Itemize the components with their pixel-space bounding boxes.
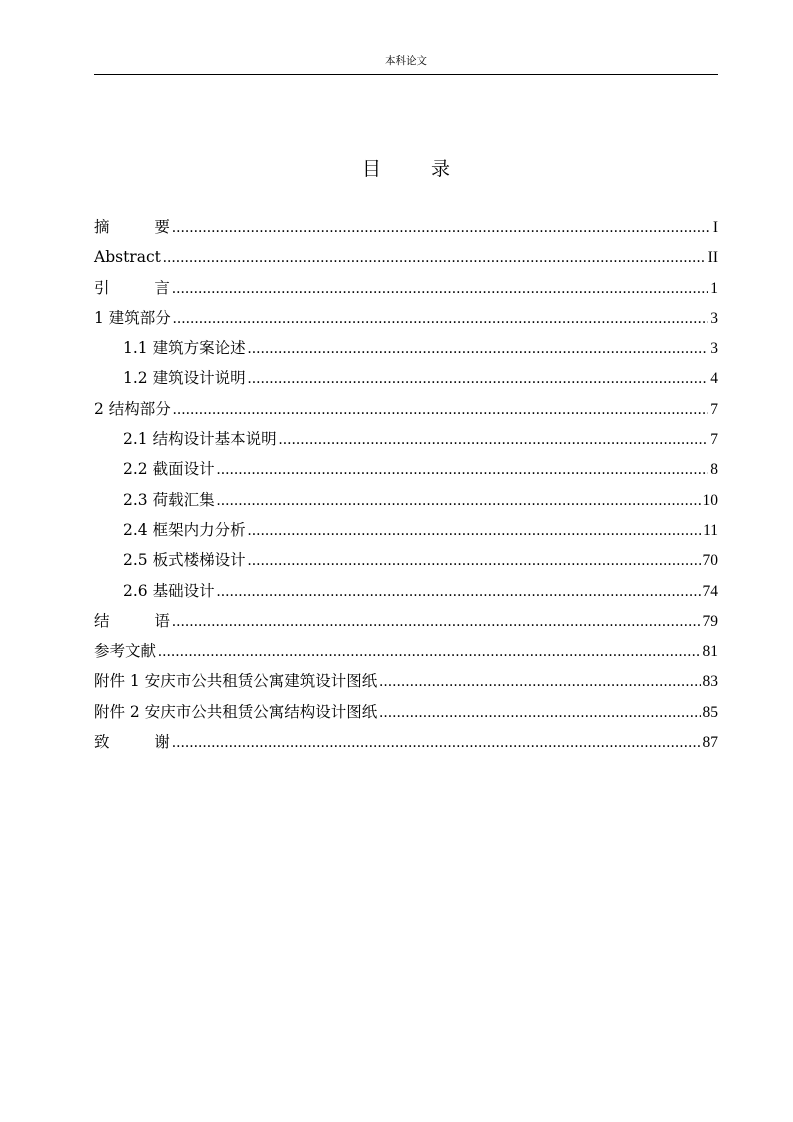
toc-entry[interactable] [94,666,718,696]
toc-leader-dots [172,607,701,637]
toc-entry-page-number: 79 [702,612,718,630]
toc-leader-dots [217,577,701,607]
toc-entry-page-number: 3 [710,309,718,327]
toc-leader-dots [173,304,708,334]
toc-title: 目 录 [361,158,451,180]
toc-entry-label: 1.1 建筑方案论述 [123,339,246,358]
toc-entry-label: 引 言 [94,278,170,297]
toc-entry-label: 2.2 截面设计 [123,460,215,479]
toc-entry-page-number: 1 [710,279,718,297]
toc-entry-page-number: I [712,219,718,236]
toc-leader-dots [158,637,700,667]
toc-entry[interactable] [94,485,718,515]
toc-entry[interactable] [94,333,718,363]
toc-entry[interactable] [94,454,718,484]
toc-entry[interactable] [94,606,718,636]
toc-leader-dots [279,425,709,455]
toc-entry-page-number: 3 [710,340,718,358]
toc-leader-dots [173,395,708,425]
toc-leader-dots [172,213,711,243]
toc-entry-page-number: 87 [702,734,718,752]
toc-entry[interactable] [94,545,718,575]
toc-leader-dots [163,243,706,273]
toc-entry-label: Abstract [94,248,161,267]
toc-entry-page-number: 10 [702,491,718,509]
toc-entry[interactable] [94,576,718,606]
toc-entry-label: 2.5 板式楼梯设计 [123,551,246,570]
toc-entry-page-number: 7 [710,400,718,418]
toc-entry[interactable] [94,515,718,545]
toc-entry[interactable] [94,636,718,666]
toc-leader-dots [248,516,701,546]
toc-entry-label: 结 语 [94,611,170,630]
toc-entry-label: 附件 1 安庆市公共租赁公寓建筑设计图纸 [94,672,378,691]
toc-leader-dots [248,546,701,576]
header-title: 本科论文 [385,55,427,67]
toc-entry[interactable] [94,697,718,727]
toc-entry-label: 2.3 荷载汇集 [123,490,215,509]
toc-entry[interactable] [94,303,718,333]
toc-entry-page-number: 85 [702,703,718,721]
toc-entry-page-number: 11 [703,521,718,539]
toc-entry-label: 致 谢 [94,733,170,752]
toc-entry-label: 1 建筑部分 [94,308,171,327]
toc-leader-dots [217,486,701,516]
toc-entry-label: 1.2 建筑设计说明 [123,369,246,388]
toc-entry[interactable] [94,273,718,303]
toc-entry[interactable] [94,727,718,757]
toc-entry-page-number: 70 [702,552,718,570]
toc-entry-label: 2 结构部分 [94,399,171,418]
toc-entry-page-number: 4 [710,370,718,388]
toc-entry-page-number: II [707,249,718,267]
toc-leader-dots [172,728,701,758]
toc-entry-label: 2.1 结构设计基本说明 [123,430,277,449]
toc-leader-dots [172,274,708,304]
toc-entry[interactable] [94,394,718,424]
toc-entry[interactable] [94,363,718,393]
toc-entry-page-number: 7 [710,431,718,449]
page-header [94,53,718,75]
toc-leader-dots [248,334,709,364]
toc-entry-page-number: 74 [702,582,718,600]
toc-entry-page-number: 81 [702,643,718,661]
toc-entry-label: 参考文献 [94,642,157,661]
toc-entry-label: 附件 2 安庆市公共租赁公寓结构设计图纸 [94,702,378,721]
toc-leader-dots [379,698,700,728]
toc-leader-dots [217,455,709,485]
toc-leader-dots [248,364,709,394]
toc-entry[interactable] [94,212,718,242]
toc-entry[interactable] [94,242,718,272]
toc-entry-page-number: 8 [710,461,718,479]
toc-entry-label: 2.6 基础设计 [123,581,215,600]
toc-entry[interactable] [94,424,718,454]
toc-entry-label: 摘 要 [94,218,170,236]
toc-entry-label: 2.4 框架内力分析 [123,520,246,539]
table-of-contents [94,212,718,757]
toc-entry-page-number: 83 [702,673,718,691]
toc-leader-dots [379,667,700,697]
